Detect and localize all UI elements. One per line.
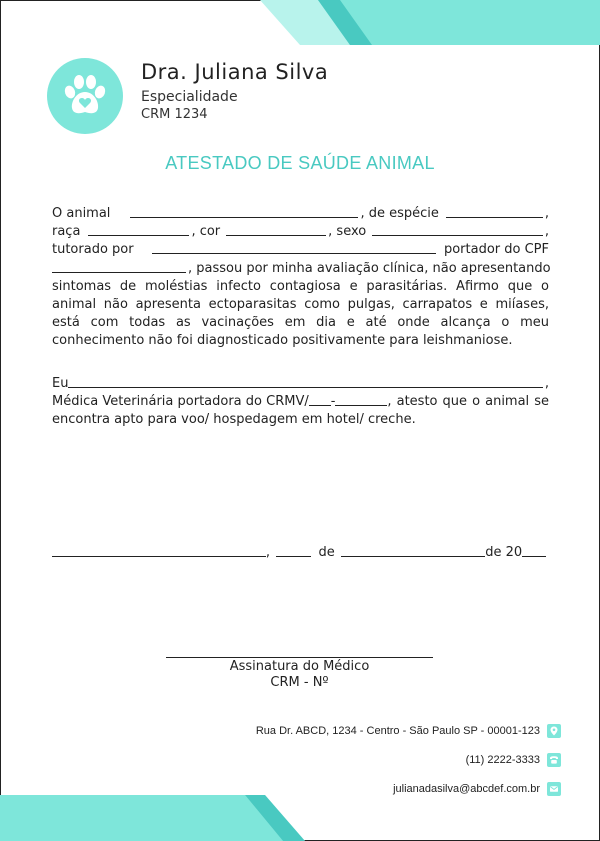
field-color[interactable]: [226, 234, 326, 236]
field-animal-name[interactable]: [130, 216, 358, 218]
text-declaration: sintomas de moléstias infecto contagiosa e parasitárias. Afirmo que o animal não apresenta ectoparasitas como pulgas, carrapatos e miíases, está com todas as vacinações em dia e até onde alcança o meu conhecimento não foi diagnosticado positivamente para leishmaniose.: [52, 278, 549, 349]
field-tutor[interactable]: [152, 252, 436, 254]
document-title: ATESTADO DE SAÚDE ANIMAL: [165, 153, 435, 173]
phone-text: (11) 2222-3333: [465, 754, 540, 766]
line-tutor: [52, 241, 549, 259]
location-pin-icon: [547, 724, 561, 738]
label-cpf: portador do CPF: [443, 242, 549, 258]
label-species: , de espécie: [360, 206, 439, 221]
signature-crm: CRM - Nº: [270, 675, 329, 690]
label-breed: raça: [52, 224, 81, 240]
text-attest: , atesto que o animal se: [387, 394, 549, 410]
field-day[interactable]: [276, 555, 311, 557]
field-vet-name[interactable]: [68, 386, 542, 388]
doctor-name: Dra. Juliana Silva: [141, 60, 329, 84]
paragraph-animal-info: [52, 205, 549, 351]
label-year: de 20: [485, 545, 523, 560]
comma: ,: [544, 224, 549, 240]
paw-heart-icon: [47, 58, 123, 134]
comma: ,: [265, 545, 271, 560]
label-color: , cor: [191, 224, 221, 240]
label-eu: Eu: [52, 376, 69, 391]
field-year[interactable]: [522, 555, 546, 557]
text-evaluation: , passou por minha avaliação clínica, não apresentando: [188, 260, 551, 276]
specialty: Especialidade: [141, 89, 238, 105]
paragraph-veterinarian: [52, 375, 549, 430]
address-text: Rua Dr. ABCD, 1234 - Centro - São Paulo SP - 00001-123: [255, 725, 540, 737]
label-animal: O animal: [52, 206, 111, 221]
label-crmv: Médica Veterinária portadora do CRMV/: [52, 394, 309, 410]
email-text: julianadasilva@abcdef.com.br: [393, 783, 540, 795]
date-line: [52, 545, 546, 560]
signature-line[interactable]: [166, 657, 433, 658]
comma: ,: [544, 376, 549, 391]
bottom-teal-shape: [0, 795, 283, 841]
label-sex: , sexo: [328, 224, 367, 240]
label-de: de: [318, 545, 335, 560]
hyphen: -: [330, 394, 336, 410]
line-eu: [52, 375, 549, 393]
phone-icon: [547, 753, 561, 767]
crm-number: CRM 1234: [141, 107, 208, 122]
signature-label: Assinatura do Médico: [229, 659, 370, 674]
paw-svg: [57, 68, 113, 124]
field-city[interactable]: [52, 555, 266, 557]
field-cpf[interactable]: [52, 271, 186, 273]
line-crmv: [52, 393, 549, 411]
line-breed: [52, 223, 549, 241]
field-sex[interactable]: [372, 234, 543, 236]
label-tutor: tutorado por: [52, 242, 134, 258]
field-breed[interactable]: [88, 234, 189, 236]
text-apt: encontra apto para voo/ hospedagem em hotel/ creche.: [52, 412, 416, 428]
line-cpf: [52, 260, 549, 278]
email-icon: [547, 782, 561, 796]
line-animal: [52, 205, 549, 223]
comma: ,: [544, 206, 549, 221]
field-month[interactable]: [341, 555, 486, 557]
field-crmv-state[interactable]: [309, 404, 331, 406]
field-crmv-number[interactable]: [335, 404, 387, 406]
field-species[interactable]: [446, 216, 543, 218]
